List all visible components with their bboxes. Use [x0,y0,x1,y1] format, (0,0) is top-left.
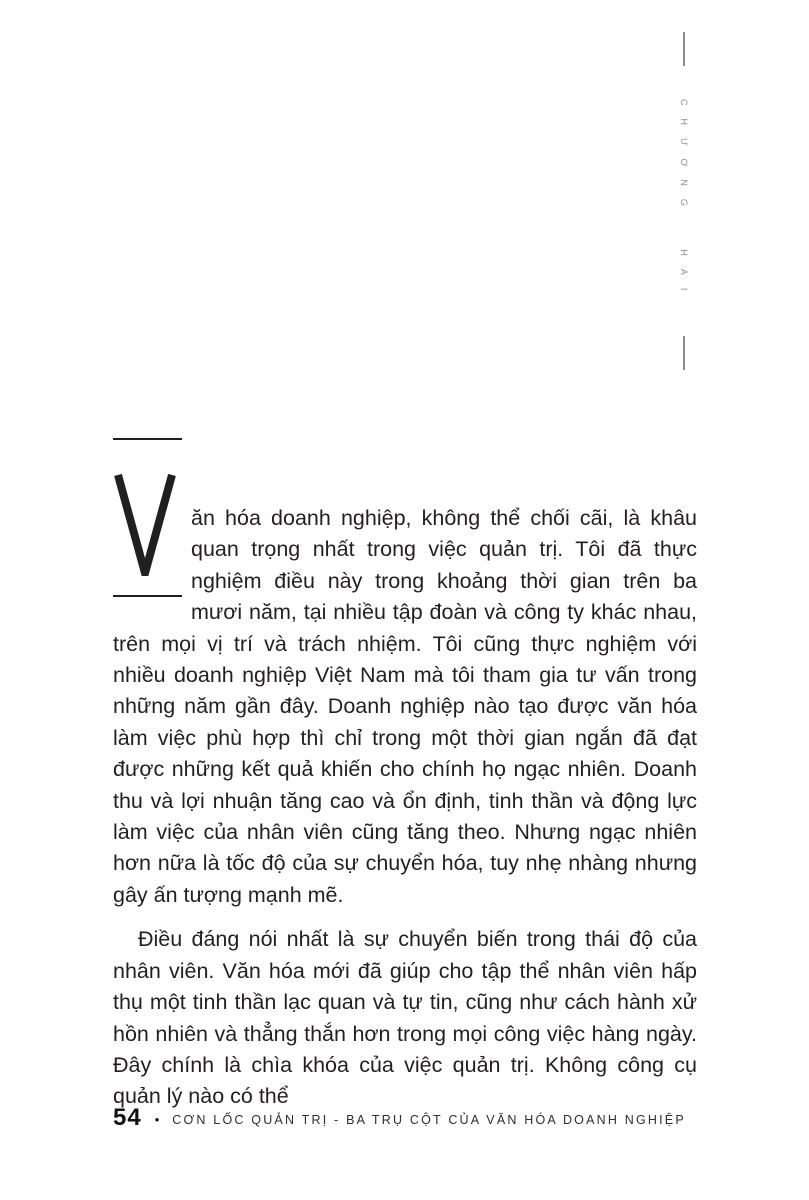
chapter-title-vertical: CHƯƠNG HAI [679,99,689,304]
drop-cap-rule-top [113,438,182,440]
paragraph-2: Điều đáng nói nhất là sự chuyển biến trong thái độ của nhân viên. Văn hóa mới đã giúp cho tập thể nhân viên hấp thụ một tinh thần lạc quan và tự tin, cũng như cách hành xử hồn nhiên và thẳng thắn hơn trong mọi công việc hàng ngày. Đây chính là chìa khóa của việc quản trị. Không công cụ quản lý nào có thể [113,927,697,1109]
drop-cap-spacer [113,503,191,598]
paragraph-1-text: ăn hóa doanh nghiệp, không thể chối cãi, là khâu quan trọng nhất trong việc quản trị. Tôi đã thực nghiệm điều này trong khoảng thời gian trên ba mươi năm, tại nhiều tập đoàn và công ty khác nhau, trên mọi vị trí và trách nhiệm. Tôi cũng thực nghiệm với nhiều doanh nghiệp Việt Nam mà tôi tham gia tư vấn trong những năm gần đây. Doanh nghiệp nào tạo được văn hóa làm việc phù hợp thì chỉ trong một thời gian ngắn đã đạt được những kết quả khiến cho chính họ ngạc nhiên. Doanh thu và lợi nhuận tăng cao và ổn định, tinh thần và động lực làm việc của nhân viên cũng tăng theo. Nhưng ngạc nhiên hơn nữa là tốc độ của sự chuyển hóa, tuy nhẹ nhàng nhưng gây ấn tượng mạnh mẽ. [113,506,697,907]
article-body [113,503,697,1113]
chapter-marker [672,32,696,370]
bullet-separator-icon: • [154,1112,160,1127]
chapter-rule-bottom [683,336,685,370]
chapter-rule-top [683,32,685,66]
book-title: CƠN LỐC QUẢN TRỊ - BA TRỤ CỘT CỦA VĂN HÓA DOANH NGHIỆP [172,1113,686,1127]
page-number: 54 [113,1104,142,1131]
page-footer [113,1104,686,1132]
paragraph-1 [113,503,697,911]
